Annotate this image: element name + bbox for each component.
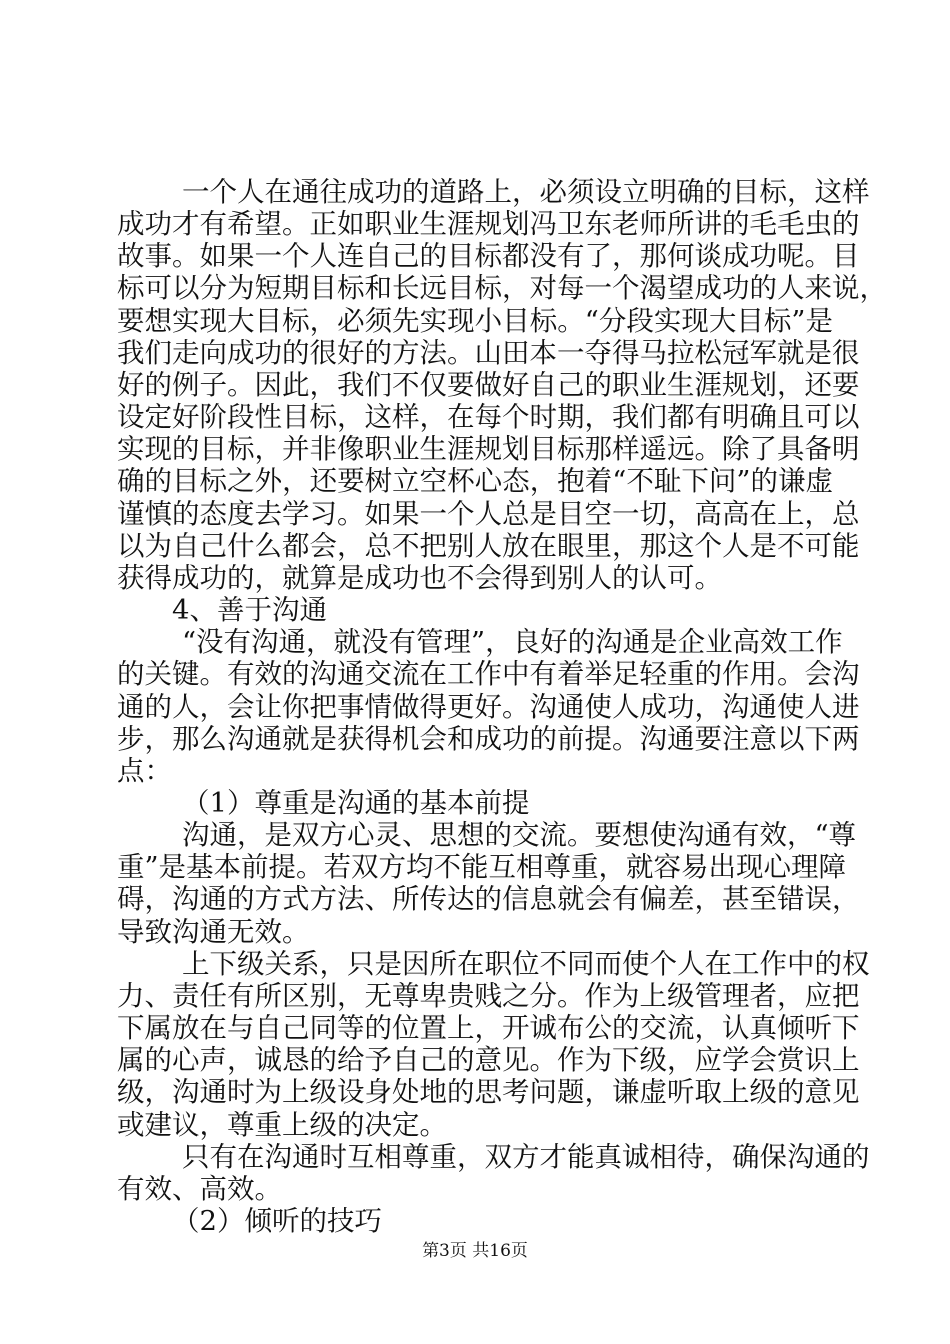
- paragraph-line: 碍，沟通的方式方法、所传达的信息就会有偏差，甚至错误，: [117, 883, 860, 915]
- paragraph-line: 设定好阶段性目标，这样，在每个时期，我们都有明确且可以: [117, 401, 860, 433]
- paragraph-line: 好的例子。因此，我们不仅要做好自己的职业生涯规划，还要: [117, 369, 860, 401]
- paragraph-line: 力、责任有所区别，无尊卑贵贱之分。作为上级管理者，应把: [117, 980, 860, 1012]
- paragraph-line: 获得成功的，就算是成功也不会得到别人的认可。: [117, 562, 722, 594]
- paragraph-line: 属的心声，诚恳的给予自己的意见。作为下级，应学会赏识上: [117, 1044, 860, 1076]
- paragraph-line: 以为自己什么都会，总不把别人放在眼里，那这个人是不可能: [117, 530, 860, 562]
- paragraph-line: 标可以分为短期目标和长远目标，对每一个渴望成功的人来说，: [117, 272, 887, 304]
- paragraph-line: 我们走向成功的很好的方法。山田本一夺得马拉松冠军就是很: [117, 337, 860, 369]
- paragraph-line: 通的人，会让你把事情做得更好。沟通使人成功，沟通使人进: [117, 691, 860, 723]
- paragraph-line: 有效、高效。: [117, 1173, 282, 1205]
- paragraph-line: 只有在沟通时互相尊重，双方才能真诚相待，确保沟通的: [182, 1141, 870, 1173]
- section-heading: 4、善于沟通: [172, 594, 327, 626]
- paragraph-line: 确的目标之外，还要树立空杯心态，抱着“不耻下问”的谦虚: [117, 465, 833, 497]
- paragraph-line: 故事。如果一个人连自己的目标都没有了，那何谈成功呢。目: [117, 240, 860, 272]
- paragraph-line: 沟通，是双方心灵、思想的交流。要想使沟通有效，“尊: [182, 819, 857, 851]
- paragraph-line: 导致沟通无效。: [117, 916, 310, 948]
- paragraph-line: 或建议，尊重上级的决定。: [117, 1109, 447, 1141]
- paragraph-line: 实现的目标，并非像职业生涯规划目标那样遥远。除了具备明: [117, 433, 860, 465]
- paragraph-line: 一个人在通往成功的道路上，必须设立明确的目标，这样: [182, 176, 870, 208]
- paragraph-line: 步，那么沟通就是获得机会和成功的前提。沟通要注意以下两: [117, 723, 860, 755]
- paragraph-line: “没有沟通，就没有管理”，良好的沟通是企业高效工作: [182, 626, 843, 658]
- paragraph-line: 级，沟通时为上级设身处地的思考问题，谦虚听取上级的意见: [117, 1076, 860, 1108]
- paragraph-line: 的关键。有效的沟通交流在工作中有着举足轻重的作用。会沟: [117, 658, 860, 690]
- paragraph-line: 成功才有希望。正如职业生涯规划冯卫东老师所讲的毛毛虫的: [117, 208, 860, 240]
- paragraph-line: 要想实现大目标，必须先实现小目标。“分段实现大目标”是: [117, 305, 833, 337]
- subsection-heading: （1）尊重是沟通的基本前提: [182, 787, 530, 819]
- paragraph-line: 谨慎的态度去学习。如果一个人总是目空一切，高高在上，总: [117, 498, 860, 530]
- paragraph-line: 点：: [117, 755, 172, 787]
- paragraph-line: 重”是基本前提。若双方均不能互相尊重，就容易出现心理障: [117, 851, 847, 883]
- paragraph-line: 上下级关系，只是因所在职位不同而使个人在工作中的权: [182, 948, 870, 980]
- page-number-footer: 第3页 共16页: [422, 1241, 528, 1261]
- paragraph-line: 下属放在与自己同等的位置上，开诚布公的交流，认真倾听下: [117, 1012, 860, 1044]
- subsection-heading: （2）倾听的技巧: [172, 1205, 382, 1237]
